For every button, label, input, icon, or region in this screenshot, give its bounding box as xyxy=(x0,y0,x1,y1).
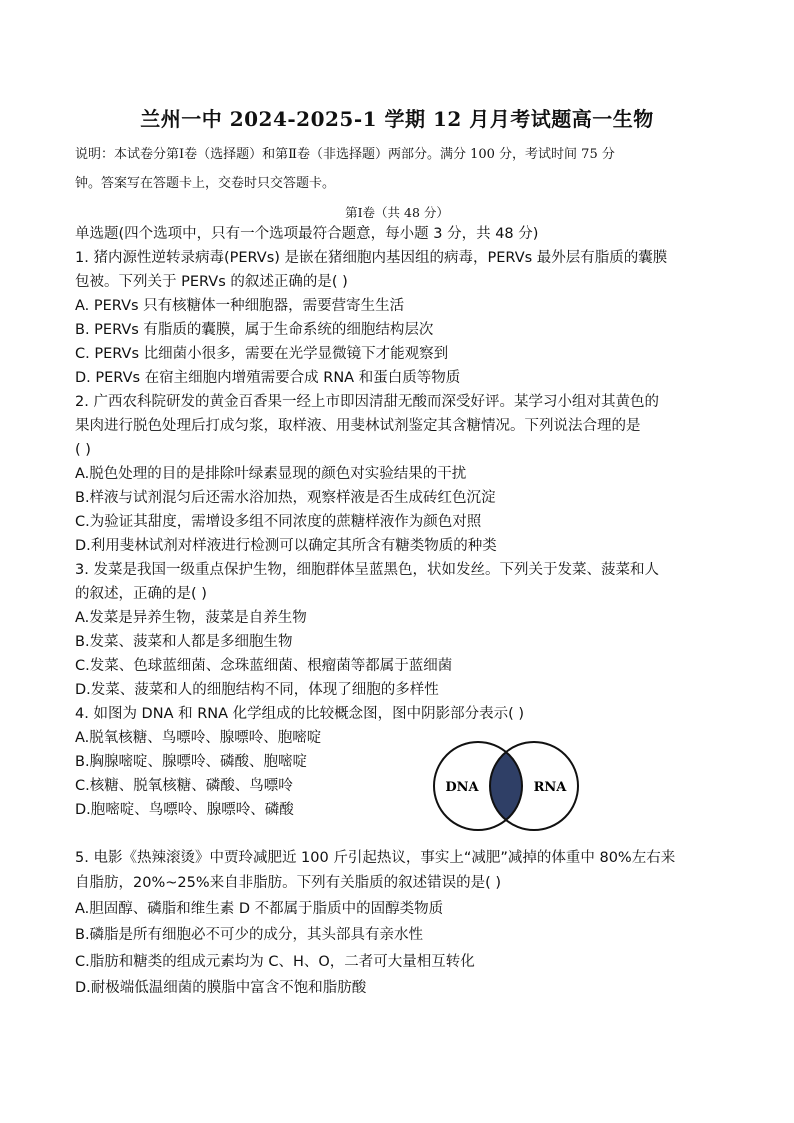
q3-option-a: A.发菜是异养生物，菠菜是自养生物 xyxy=(75,610,307,626)
q1-option-b: B. PERVs 有脂质的囊膜，属于生命系统的细胞结构层次 xyxy=(75,322,434,338)
q1-stem-line-1: 1. 猪内源性逆转录病毒(PERVs) 是嵌在猪细胞内基因组的病毒，PERVs 最外层有脂质的囊膜 xyxy=(75,250,668,266)
q3-option-c: C.发菜、色球蓝细菌、念珠蓝细菌、根瘤菌等都属于蓝细菌 xyxy=(75,658,453,674)
q1-option-a: A. PERVs 只有核糖体一种细胞器，需要营寄生生活 xyxy=(75,298,405,314)
q4-option-d: D.胞嘧啶、鸟嘌呤、腺嘌呤、磷酸 xyxy=(75,802,294,818)
section-heading: 单选题(四个选项中，只有一个选项最符合题意，每小题 3 分，共 48 分) xyxy=(75,226,539,242)
q5-option-c: C.脂肪和糖类的组成元素均为 C、H、O，二者可大量相互转化 xyxy=(75,954,475,970)
q1-stem-line-2: 包被。下列关于 PERVs 的叙述正确的是( ) xyxy=(75,274,348,290)
q5-option-a: A.胆固醇、磷脂和维生素 D 不都属于脂质中的固醇类物质 xyxy=(75,901,444,917)
venn-dna-label: DNA xyxy=(445,780,479,795)
q4-option-b: B.胸腺嘧啶、腺嘌呤、磷酸、胞嘧啶 xyxy=(75,754,308,770)
instructions xyxy=(75,140,725,198)
part-one-heading: 第Ⅰ卷（共 48 分） xyxy=(345,205,449,220)
q4-stem: 4. 如图为 DNA 和 RNA 化学组成的比较概念图，图中阴影部分表示( ) xyxy=(75,706,525,722)
q2-option-d: D.利用斐林试剂对样液进行检测可以确定其所含有糖类物质的种类 xyxy=(75,538,497,554)
q5-option-d: D.耐极端低温细菌的膜脂中富含不饱和脂肪酸 xyxy=(75,980,367,996)
q3-option-b: B.发菜、菠菜和人都是多细胞生物 xyxy=(75,634,293,650)
q5-stem-line-2: 自脂肪，20%~25%来自非脂肪。下列有关脂质的叙述错误的是( ) xyxy=(75,875,502,891)
q5-option-b: B.磷脂是所有细胞必不可少的成分，其头部具有亲水性 xyxy=(75,927,424,943)
q2-stem-line-1: 2. 广西农科院研发的黄金百香果一经上市即因清甜无酸而深受好评。某学习小组对其黄色的 xyxy=(75,394,659,410)
q3-option-d: D.发菜、菠菜和人的细胞结构不同，体现了细胞的多样性 xyxy=(75,682,439,698)
q4-option-c: C.核糖、脱氧核糖、磷酸、鸟嘌呤 xyxy=(75,778,293,794)
q1-option-c: C. PERVs 比细菌小很多，需要在光学显微镜下才能观察到 xyxy=(75,346,449,362)
q1-option-d: D. PERVs 在宿主细胞内增殖需要合成 RNA 和蛋白质等物质 xyxy=(75,370,461,386)
q3-stem-line-2: 的叙述，正确的是( ) xyxy=(75,586,207,602)
q2-option-b: B.样液与试剂混匀后还需水浴加热，观察样液是否生成砖红色沉淀 xyxy=(75,490,496,506)
exam-title: 兰州一中 2024-2025-1 学期 12 月月考试题高一生物 xyxy=(140,107,654,131)
q2-stem-line-2: 果肉进行脱色处理后打成匀浆，取样液、用斐林试剂鉴定其含糖情况。下列说法合理的是 xyxy=(75,418,641,434)
instructions-line-2: 钟。答案写在答题卡上，交卷时只交答题卡。 xyxy=(75,176,336,191)
instructions-line-1: 说明：本试卷分第Ⅰ卷（选择题）和第Ⅱ卷（非选择题）两部分。满分 100 分，考试时间 75 分 xyxy=(75,147,615,162)
dna-rna-venn-diagram xyxy=(432,740,580,832)
q5-stem-line-1: 5. 电影《热辣滚烫》中贾玲减肥近 100 斤引起热议，事实上“减肥”减掉的体重中 80%左右来 xyxy=(75,850,676,866)
q4-option-a: A.脱氧核糖、鸟嘌呤、腺嘌呤、胞嘧啶 xyxy=(75,730,322,746)
venn-rna-label: RNA xyxy=(533,780,567,795)
q2-option-c: C.为验证其甜度，需增设多组不同浓度的蔗糖样液作为颜色对照 xyxy=(75,514,482,530)
q2-stem-line-3: ( ) xyxy=(75,442,91,458)
q2-option-a: A.脱色处理的目的是排除叶绿素显现的颜色对实验结果的干扰 xyxy=(75,466,467,482)
q3-stem-line-1: 3. 发菜是我国一级重点保护生物，细胞群体呈蓝黑色，状如发丝。下列关于发菜、菠菜和人 xyxy=(75,562,659,578)
